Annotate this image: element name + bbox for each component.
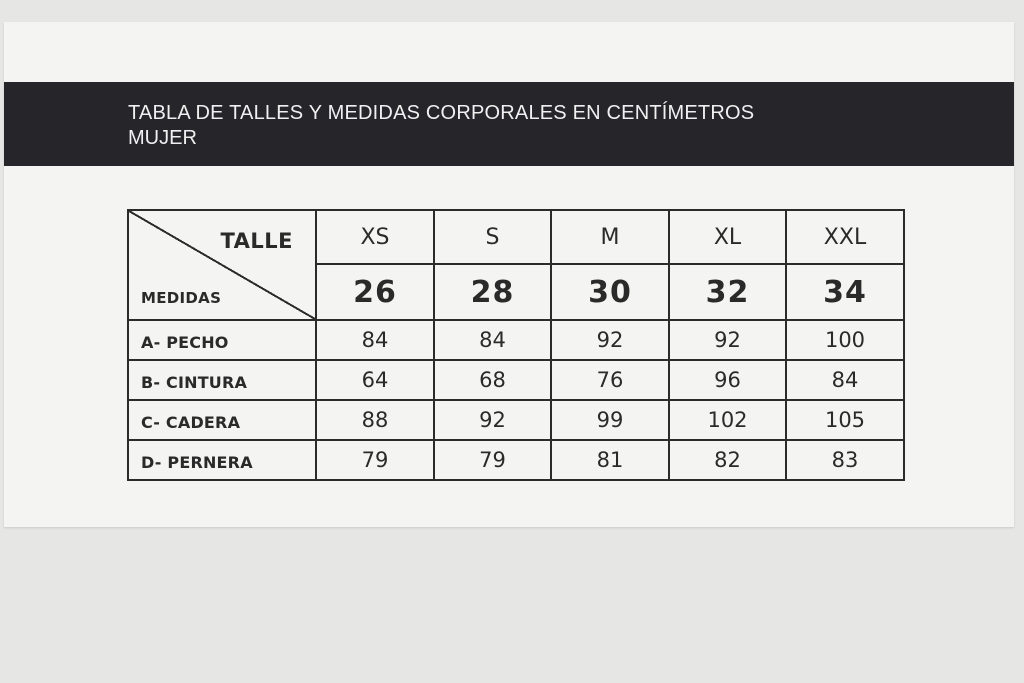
table-row-pecho [128, 320, 904, 360]
size-number-26: 26 [316, 264, 434, 320]
size-number-34: 34 [786, 264, 904, 320]
size-xl: XL [669, 210, 786, 264]
table-cell: 100 [786, 320, 904, 360]
table-cell: 79 [434, 440, 551, 480]
table-cell: 92 [551, 320, 669, 360]
size-xs: XS [316, 210, 434, 264]
table-cell: 99 [551, 400, 669, 440]
row-label: D- PERNERA [128, 440, 316, 480]
corner-cell [128, 210, 316, 320]
size-number-32: 32 [669, 264, 786, 320]
table-row-cintura [128, 360, 904, 400]
table-row-pernera [128, 440, 904, 480]
talle-header: TALLE [220, 229, 293, 253]
table-cell: 79 [316, 440, 434, 480]
table-cell: 83 [786, 440, 904, 480]
row-label: B- CINTURA [128, 360, 316, 400]
table-cell: 102 [669, 400, 786, 440]
table-cell: 92 [669, 320, 786, 360]
medidas-header: MEDIDAS [141, 289, 222, 307]
table-cell: 88 [316, 400, 434, 440]
table-cell: 96 [669, 360, 786, 400]
table-cell: 81 [551, 440, 669, 480]
table-cell: 92 [434, 400, 551, 440]
size-m: M [551, 210, 669, 264]
table-cell: 105 [786, 400, 904, 440]
size-table [127, 209, 905, 481]
table-cell: 76 [551, 360, 669, 400]
table-cell: 82 [669, 440, 786, 480]
chart-subtitle: MUJER [128, 127, 197, 149]
table-cell: 84 [786, 360, 904, 400]
size-letter-row [128, 210, 904, 264]
table-cell: 84 [434, 320, 551, 360]
row-label: A- PECHO [128, 320, 316, 360]
size-s: S [434, 210, 551, 264]
table-cell: 68 [434, 360, 551, 400]
size-number-28: 28 [434, 264, 551, 320]
size-xxl: XXL [786, 210, 904, 264]
chart-title: TABLA DE TALLES Y MEDIDAS CORPORALES EN CENTÍMETROS [128, 102, 755, 124]
table-cell: 84 [316, 320, 434, 360]
row-label: C- CADERA [128, 400, 316, 440]
table-row-cadera [128, 400, 904, 440]
table-cell: 64 [316, 360, 434, 400]
size-number-30: 30 [551, 264, 669, 320]
